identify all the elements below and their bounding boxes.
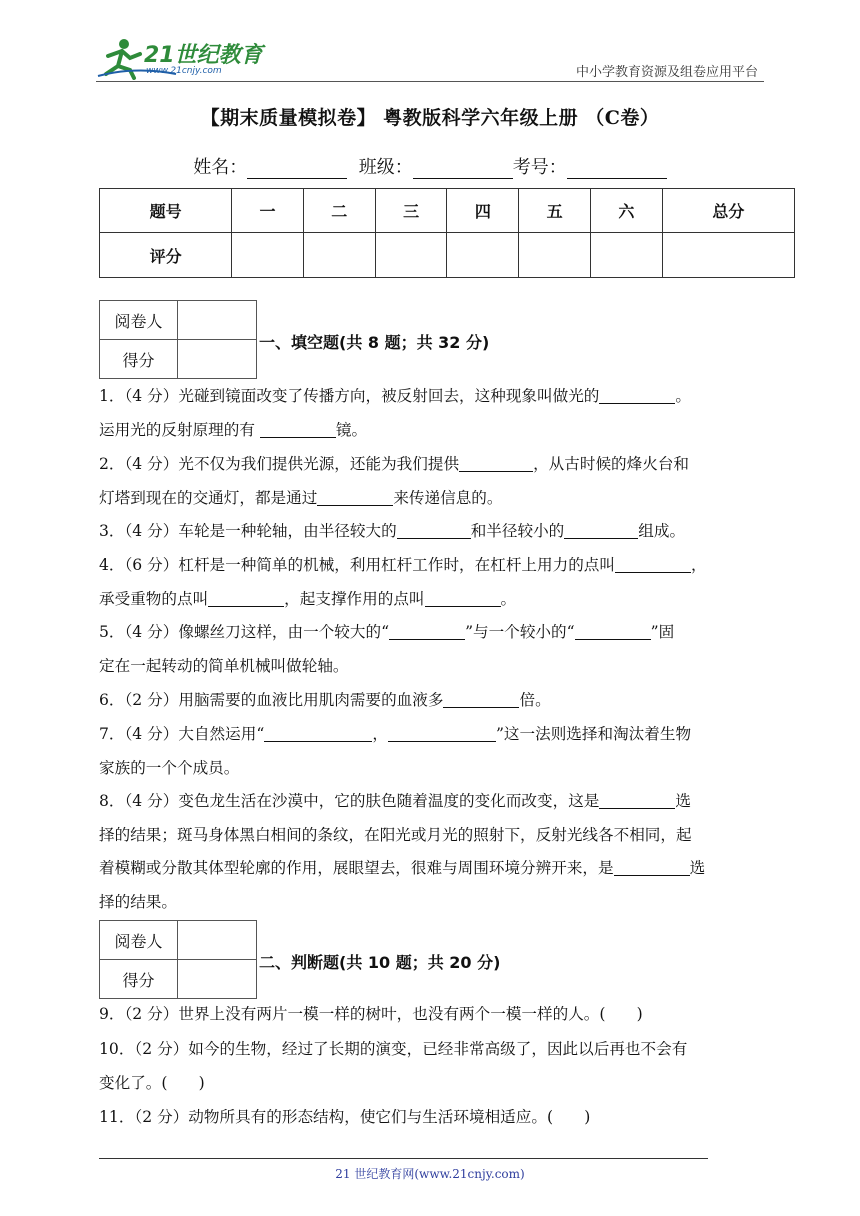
answer-blank[interactable]: [425, 590, 501, 607]
section-title-1: 一、填空题(共 8 题；共 32 分): [259, 333, 490, 352]
score-label: 得分: [100, 340, 178, 379]
question-text: 组成。: [638, 522, 686, 540]
grader-box-1: [99, 300, 257, 379]
score-row: [100, 233, 795, 278]
score-cell[interactable]: [178, 960, 257, 999]
answer-blank[interactable]: [599, 792, 675, 809]
reviewer-label: 阅卷人: [100, 921, 178, 960]
question-text: ，: [372, 725, 388, 743]
question-11: [99, 1101, 765, 1135]
score-header: 总分: [662, 189, 794, 233]
answer-blank[interactable]: [564, 522, 638, 539]
section-title-2: 二、判断题(共 10 题；共 20 分): [259, 953, 501, 972]
question-text: 灯塔到现在的交通灯，都是通过: [99, 488, 318, 507]
question-text: 择的结果。: [99, 892, 177, 911]
answer-blank[interactable]: [397, 522, 471, 539]
score-row-label: 评分: [100, 233, 232, 278]
question-text: 定在一起转动的简单机械叫做轮轴。: [99, 656, 349, 675]
question-text: 和半径较小的: [470, 522, 565, 540]
answer-blank[interactable]: [389, 623, 465, 640]
score-table: [99, 188, 795, 278]
question-6: [99, 684, 765, 718]
question-text: 择的结果；斑马身体黑白相间的条纹，在阳光或月光的照射下，反射光线各不相同，起: [99, 825, 692, 844]
score-header: 六: [590, 189, 662, 233]
score-label: 得分: [100, 960, 178, 999]
exam-title: 【期末质量模拟卷】 粤教版科学六年级上册 （C卷）: [200, 107, 660, 129]
platform-name: 中小学教育资源及组卷应用平台: [575, 65, 758, 80]
score-cell[interactable]: [232, 233, 304, 278]
answer-blank[interactable]: [614, 859, 690, 876]
question-text: 5．（4 分）像螺丝刀这样，由一个较大的“: [99, 623, 390, 641]
question-text: ”固: [650, 623, 675, 641]
question-text: 4．（6 分）杠杆是一种简单的机械，利用杠杆工作时，在杠杆上用力的点叫: [99, 556, 615, 574]
answer-blank[interactable]: [264, 725, 372, 742]
reviewer-label: 阅卷人: [100, 301, 178, 340]
student-info: [0, 153, 860, 179]
score-cell[interactable]: [590, 233, 662, 278]
answer-blank[interactable]: [317, 489, 393, 506]
question-5: [99, 616, 765, 683]
question-text: 8．（4 分）变色龙生活在沙漠中，它的肤色随着温度的变化而改变，这是: [99, 792, 600, 810]
question-8: [99, 785, 765, 919]
question-3: [99, 515, 765, 549]
grader-box-2: [99, 920, 257, 999]
answer-blank[interactable]: [459, 455, 533, 472]
answer-blank[interactable]: [615, 556, 691, 573]
logo: [96, 36, 266, 80]
class-label: 班级：: [358, 157, 413, 178]
reviewer-cell[interactable]: [178, 301, 257, 340]
reviewer-cell[interactable]: [178, 921, 257, 960]
question-text: 着模糊或分散其体型轮廓的作用，展眼望去，很难与周围环境分辨开来，是: [99, 859, 614, 877]
score-header: 题号: [100, 189, 232, 233]
question-text: 2．（4 分）光不仅为我们提供光源，还能为我们提供: [99, 455, 460, 473]
score-header: 五: [519, 189, 591, 233]
logo-text: 21世纪教育: [144, 43, 263, 68]
question-text: 6．（2 分）用脑需要的血液比用肌肉需要的血液多: [99, 691, 444, 709]
question-7: [99, 718, 765, 785]
name-field[interactable]: [247, 160, 347, 179]
name-label: 姓名：: [193, 157, 248, 178]
question-text: ，起支撑作用的点叫: [284, 589, 425, 608]
answer-blank[interactable]: [260, 421, 336, 438]
question-text: ”与一个较小的“: [465, 623, 575, 641]
score-cell[interactable]: [519, 233, 591, 278]
question-4: [99, 549, 765, 616]
footer-link[interactable]: 21 世纪教育网(www.21cnjy.com): [335, 1167, 525, 1181]
answer-blank[interactable]: [388, 725, 496, 742]
score-cell[interactable]: [447, 233, 519, 278]
question-text: 9．（2 分）世界上没有两片一模一样的树叶，也没有两个一模一样的人。( ): [99, 1005, 643, 1023]
question-text: ，: [691, 556, 707, 574]
footer-rule: [99, 1158, 708, 1159]
logo-url: www.21cnjy.com: [146, 66, 222, 76]
question-text: 选: [689, 859, 706, 877]
answer-blank[interactable]: [208, 590, 284, 607]
header-rule: [96, 81, 764, 82]
answer-blank[interactable]: [443, 691, 519, 708]
question-1: [99, 380, 765, 447]
question-text: 。: [500, 589, 517, 608]
score-header-row: [100, 189, 795, 233]
question-text: ”这一法则选择和淘汰着生物: [495, 725, 692, 743]
score-header: 二: [303, 189, 375, 233]
question-text: ，从古时候的烽火台和: [533, 455, 690, 473]
question-text: 镜。: [335, 420, 368, 439]
question-9: [99, 998, 765, 1032]
question-text: 运用光的反射原理的有: [99, 420, 260, 439]
score-cell[interactable]: [303, 233, 375, 278]
question-text: 。: [675, 387, 692, 405]
question-text: 11．（2 分）动物所具有的形态结构，使它们与生活环境相适应。( ): [99, 1108, 591, 1126]
question-text: 7．（4 分）大自然运用“: [99, 725, 265, 743]
class-field[interactable]: [413, 160, 513, 179]
score-cell[interactable]: [375, 233, 447, 278]
question-text: 承受重物的点叫: [99, 589, 209, 608]
question-2: [99, 448, 765, 515]
page-header: [96, 30, 764, 82]
question-text: 来传递信息的。: [393, 488, 503, 507]
question-text: 3．（4 分）车轮是一种轮轴，由半径较大的: [99, 522, 397, 540]
question-text: 变化了。( ): [99, 1073, 205, 1092]
question-text: 10．（2 分）如今的生物，经过了长期的演变，已经非常高级了，因此以后再也不会有: [99, 1040, 688, 1058]
question-text: 1．（4 分）光碰到镜面改变了传播方向，被反射回去，这种现象叫做光的: [99, 387, 600, 405]
answer-blank[interactable]: [575, 623, 651, 640]
question-10: [99, 1033, 765, 1100]
score-header: 一: [232, 189, 304, 233]
score-header: 三: [375, 189, 447, 233]
score-cell[interactable]: [662, 233, 794, 278]
score-cell[interactable]: [178, 340, 257, 379]
question-text: 家族的一个个成员。: [99, 758, 240, 777]
id-label: 考号：: [512, 157, 567, 178]
score-header: 四: [447, 189, 519, 233]
question-text: 倍。: [519, 691, 551, 709]
question-text: 选: [675, 792, 692, 810]
id-field[interactable]: [567, 160, 667, 179]
answer-blank[interactable]: [599, 387, 675, 404]
